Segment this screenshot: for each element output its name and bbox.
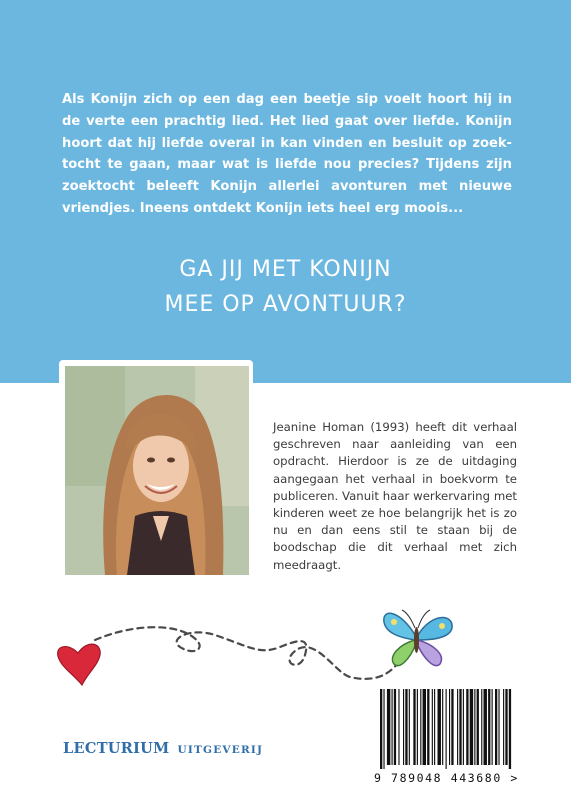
publisher-brand: LECTURIUM [63, 740, 170, 757]
publisher-sub: UITGEVERIJ [177, 744, 264, 756]
barcode-bar [420, 689, 421, 765]
barcode-bar [432, 689, 433, 765]
barcode-bar [474, 689, 475, 765]
barcode-bar [387, 689, 390, 765]
barcode-bar [481, 689, 482, 765]
author-photo [65, 366, 249, 575]
tagline [0, 252, 571, 322]
heart-icon [58, 644, 101, 685]
barcode-bar [446, 689, 447, 769]
publisher-logo [63, 738, 263, 757]
barcode-bar [459, 689, 461, 765]
barcode-bar [449, 689, 450, 765]
barcode-bar [492, 689, 493, 765]
tagline-line-1: GA JIJ MET KONIJN [179, 257, 392, 282]
barcode-bar [451, 689, 453, 765]
barcode-bar [427, 689, 429, 765]
isbn-barcode [368, 683, 571, 800]
author-bio: Jeanine Homan (1993) heeft dit verhaal geschreven naar aanleiding van een opdracht. Hierdoor is ze de uitdaging aangegaan het verhaal in boekvorm te publiceren. Vanuit haar werkervaring met kinderen weet ze hoe belangrijk het is zo nu en dan eens stil te staan bij de boodschap die dit verhaal met zich meedraagt. [273, 420, 517, 572]
author-photo-frame [59, 360, 253, 574]
barcode-bar [488, 689, 490, 765]
butterfly-icon [384, 610, 452, 666]
barcode-bar [392, 689, 393, 765]
barcode-icon [368, 683, 571, 769]
barcode-bar [477, 689, 479, 765]
barcode-bar [463, 689, 464, 765]
barcode-bar [413, 689, 415, 765]
barcode-bar [423, 689, 426, 765]
barcode-bar [383, 689, 384, 769]
barcode-bar [405, 689, 407, 765]
tagline-line-2: MEE OP AVONTUUR? [164, 292, 407, 317]
barcode-bar [409, 689, 410, 765]
barcode-bar [503, 689, 504, 765]
barcode-bar [484, 689, 487, 765]
barcode-bar [509, 689, 511, 769]
dashed-trail [95, 627, 405, 679]
barcode-bar [457, 689, 458, 765]
barcode-bar [466, 689, 468, 765]
barcode-bar [417, 689, 418, 765]
barcode-bar [434, 689, 435, 765]
barcode-bar [394, 689, 396, 765]
barcode-bar [398, 689, 399, 765]
barcode-bar [380, 689, 382, 769]
barcode-bar [403, 689, 404, 765]
barcode-bar [505, 689, 507, 765]
barcode-bar [498, 689, 499, 765]
barcode-bar [495, 689, 497, 765]
author-portrait [65, 366, 249, 575]
book-blurb: Als Konijn zich op een dag een beetje sip voelt hoort hij in de verte een prachtig lied. Het lied gaat over liefde. Konijn hoort dat hij liefde overal in kan vinden en besluit op zoek-tocht te gaan, maar wat is liefde nou precies? Tijdens zijn zoektocht beleeft Konijn allerlei avonturen met nieuwe vriendjes. Ineens ontdekt Konijn iets heel erg moois... [62, 92, 512, 216]
isbn-number: 9 789048 443680 > [374, 771, 519, 785]
barcode-bar [438, 689, 441, 765]
barcode-bar [470, 689, 473, 765]
barcode-bar [442, 689, 443, 765]
